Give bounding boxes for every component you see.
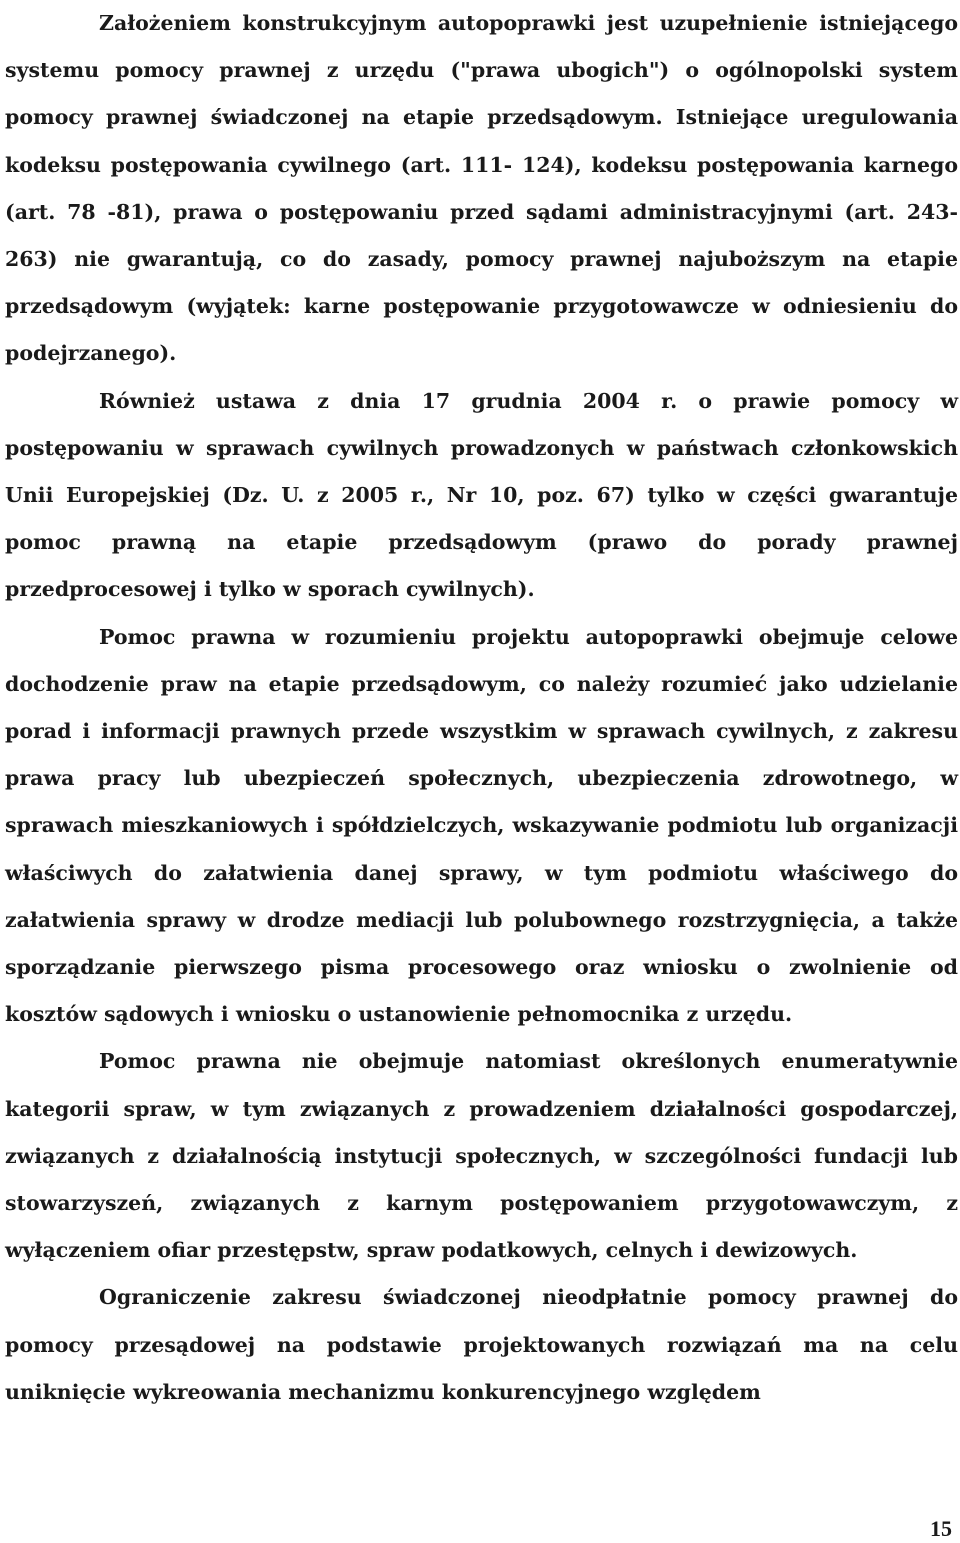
paragraph-2: Również ustawa z dnia 17 grudnia 2004 r. o prawie pomocy w postępowaniu w sprawach cywilnych prowadzonych w państwach członkowskich Unii Europejskiej (Dz. U. z 2005 r., Nr 10, poz. 67) tylko w części gwarantuje pomoc prawną na etapie przedsądowym (prawo do porady prawnej przedprocesowej i tylko w sporach cywilnych). <box>5 388 958 602</box>
document-body <box>5 0 958 1416</box>
page-number: 15 <box>930 1516 952 1541</box>
paragraph-4: Pomoc prawna nie obejmuje natomiast określonych enumeratywnie kategorii spraw, w tym związanych z prowadzeniem działalności gospodarczej, związanych z działalnością instytucji społecznych, w szczególności fundacji lub stowarzyszeń, związanych z karnym postępowaniem przygotowawczym, z wyłączeniem ofiar przestępstw, spraw podatkowych, celnych i dewizowych. <box>5 1049 958 1263</box>
paragraph-5: Ograniczenie zakresu świadczonej nieodpłatnie pomocy prawnej do pomocy przesądowej na podstawie projektowanych rozwiązań ma na celu uniknięcie wykreowania mechanizmu konkurencyjnego względem <box>5 1285 958 1404</box>
paragraph-1: Założeniem konstrukcyjnym autopoprawki jest uzupełnienie istniejącego systemu pomocy prawnej z urzędu ("prawa ubogich") o ogólnopolski system pomocy prawnej świadczonej na etapie przedsądowym. Istniejące uregulowania kodeksu postępowania cywilnego (art. 111- 124), kodeksu postępowania karnego (art. 78 -81), prawa o postępowaniu przed sądami administracyjnymi (art. 243-263) nie gwarantują, co do zasady, pomocy prawnej najuboższym na etapie przedsądowym (wyjątek: karne postępowanie przygotowawcze w odniesieniu do podejrzanego). <box>5 11 958 366</box>
paragraph-3: Pomoc prawna w rozumieniu projektu autopoprawki obejmuje celowe dochodzenie praw na etapie przedsądowym, co należy rozumieć jako udzielanie porad i informacji prawnych przede wszystkim w sprawach cywilnych, z zakresu prawa pracy lub ubezpieczeń społecznych, ubezpieczenia zdrowotnego, w sprawach mieszkaniowych i spółdzielczych, wskazywanie podmiotu lub organizacji właściwych do załatwienia danej sprawy, w tym podmiotu właściwego do załatwienia sprawy w drodze mediacji lub polubownego rozstrzygnięcia, a także sporządzanie pierwszego pisma procesowego oraz wniosku o zwolnienie od kosztów sądowych i wniosku o ustanowienie pełnomocnika z urzędu. <box>5 624 958 1027</box>
